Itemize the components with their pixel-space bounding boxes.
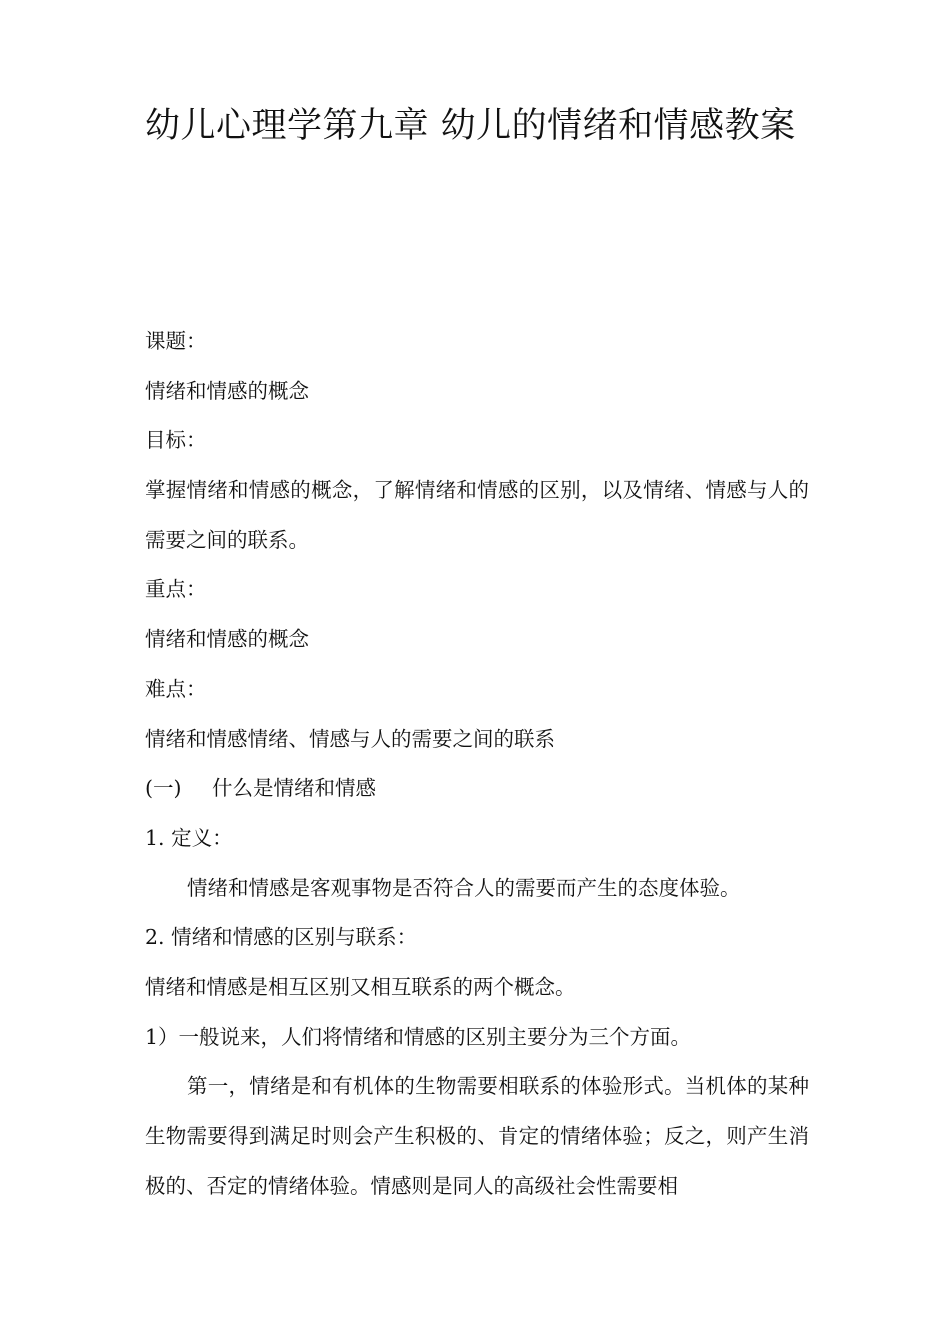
difficulty-text: 情绪和情感情绪、情感与人的需要之间的联系 [145,726,555,751]
distinction-point-1: 1）一般说来，人们将情绪和情感的区别主要分为三个方面。 [145,1024,692,1049]
definition-text: 情绪和情感是客观事物是否符合人的需要而产生的态度体验。 [187,875,741,900]
goal-text: 掌握情绪和情感的概念，了解情绪和情感的区别，以及情绪、情感与人的需要之间的联系。 [145,478,809,552]
document-title: 幼儿心理学第九章 幼儿的情绪和情感教案 [145,106,796,146]
distinction-heading: 2. 情绪和情感的区别与联系： [145,925,418,950]
section-number: (一) [145,776,182,801]
goal-label: 目标： [145,428,207,453]
section-heading [145,764,809,814]
difficulty-label: 难点： [145,676,207,701]
document-body [145,317,809,1211]
topic-text: 情绪和情感的概念 [145,378,309,403]
key-point-text: 情绪和情感的概念 [145,627,309,652]
distinction-intro: 情绪和情感是相互区别又相互联系的两个概念。 [145,974,576,999]
definition-heading: 1. 定义： [145,825,233,850]
key-point-label: 重点： [145,577,207,602]
topic-label: 课题： [145,329,207,353]
section-title: 什么是情绪和情感 [212,776,376,801]
first-difference-paragraph: 第一，情绪是和有机体的生物需要相联系的体验形式。当机体的某种生物需要得到满足时则会产生积极的、肯定的情绪体验；反之，则产生消极的、否定的情绪体验。情感则是同人的高级社会性需要相 [145,1074,809,1198]
